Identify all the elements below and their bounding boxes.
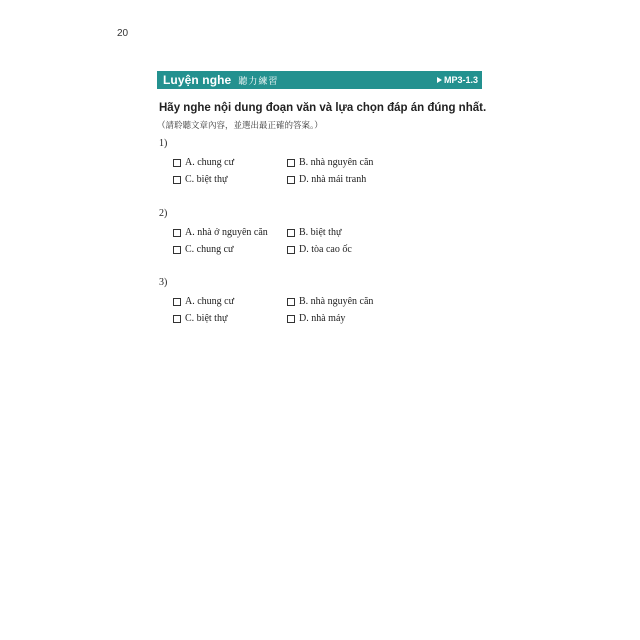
- question-number: 3): [159, 277, 168, 288]
- question-2: [159, 208, 459, 258]
- option-d[interactable]: [287, 174, 366, 185]
- instruction-text: Hãy nghe nội dung đoạn văn và lựa chọn đáp án đúng nhất.: [159, 102, 487, 114]
- option-label: B. nhà nguyên căn: [299, 296, 374, 307]
- question-number: 1): [159, 138, 168, 149]
- checkbox-icon[interactable]: [287, 315, 295, 323]
- option-a[interactable]: [173, 157, 287, 168]
- option-row: [173, 171, 459, 188]
- option-label: A. chung cư: [185, 296, 235, 307]
- audio-track-label: [437, 75, 478, 85]
- audio-track-number: MP3-1.3: [443, 75, 478, 85]
- option-d[interactable]: [287, 244, 352, 255]
- option-row: [173, 241, 459, 258]
- checkbox-icon[interactable]: [287, 229, 295, 237]
- checkbox-icon[interactable]: [173, 315, 181, 323]
- question-3: [159, 277, 459, 327]
- option-label: C. biệt thự: [185, 174, 228, 185]
- option-d[interactable]: [287, 313, 345, 324]
- option-label: B. nhà nguyên căn: [299, 157, 374, 168]
- section-subtitle: 聽力練習: [238, 76, 279, 87]
- instruction-translation: （請聆聽文章內容，並選出最正確的答案。）: [157, 121, 323, 131]
- checkbox-icon[interactable]: [287, 298, 295, 306]
- question-number: 2): [159, 208, 168, 219]
- play-icon: [437, 77, 442, 83]
- option-label: D. tòa cao ốc: [299, 244, 352, 255]
- option-row: [173, 154, 459, 171]
- checkbox-icon[interactable]: [173, 246, 181, 254]
- answer-options: [173, 224, 459, 258]
- option-label: A. chung cư: [185, 157, 235, 168]
- checkbox-icon[interactable]: [287, 176, 295, 184]
- option-a[interactable]: [173, 296, 287, 307]
- option-row: [173, 293, 459, 310]
- checkbox-icon[interactable]: [287, 246, 295, 254]
- option-row: [173, 224, 459, 241]
- option-label: D. nhà mái tranh: [299, 174, 367, 185]
- option-a[interactable]: [173, 227, 287, 238]
- option-label: C. biệt thự: [185, 313, 228, 324]
- question-1: [159, 138, 459, 188]
- answer-options: [173, 293, 459, 327]
- option-b[interactable]: [287, 157, 373, 168]
- option-label: A. nhà ở nguyên căn: [185, 227, 268, 238]
- checkbox-icon[interactable]: [173, 229, 181, 237]
- option-c[interactable]: [173, 313, 287, 324]
- option-row: [173, 310, 459, 327]
- option-label: D. nhà máy: [299, 313, 346, 324]
- option-label: C. chung cư: [185, 244, 234, 255]
- option-label: B. biệt thự: [299, 227, 342, 238]
- option-c[interactable]: [173, 174, 287, 185]
- option-c[interactable]: [173, 244, 287, 255]
- option-b[interactable]: [287, 296, 373, 307]
- section-title: Luyện nghe: [163, 73, 232, 87]
- answer-options: [173, 154, 459, 188]
- option-b[interactable]: [287, 227, 341, 238]
- checkbox-icon[interactable]: [173, 176, 181, 184]
- page-number: 20: [117, 28, 129, 39]
- checkbox-icon[interactable]: [173, 298, 181, 306]
- checkbox-icon[interactable]: [287, 159, 295, 167]
- section-header-bar: [157, 71, 482, 89]
- checkbox-icon[interactable]: [173, 159, 181, 167]
